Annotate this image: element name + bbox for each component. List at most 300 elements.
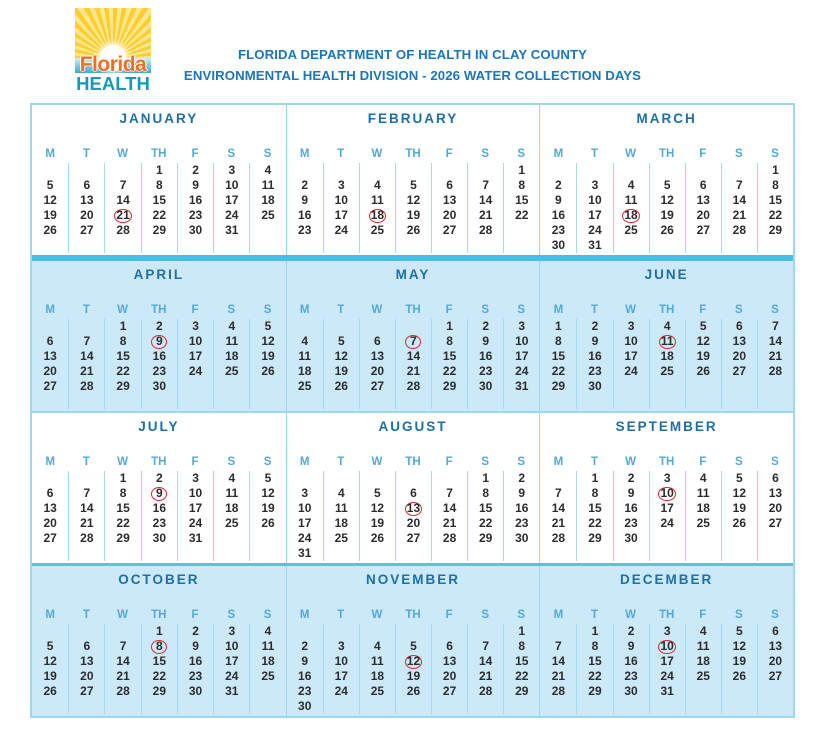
day-cell [685,684,721,699]
day-cell [467,178,503,193]
day-number: 23 [478,364,493,378]
weekday-label: T [590,148,598,160]
day-number: 27 [768,516,783,530]
day-cell [721,394,757,409]
day-cell [576,639,612,654]
day-number: 1 [119,319,127,333]
day-cell [467,238,503,253]
day-number: 5 [663,178,671,192]
collection-day: 18 [624,208,638,222]
day-cell [287,486,323,501]
day-cell [287,699,323,714]
day-number: 5 [264,471,272,485]
day-cell [576,334,612,349]
day-cell [431,684,467,699]
day-number: 11 [298,349,312,363]
day-number: 12 [43,193,57,207]
day-number: 13 [442,654,457,668]
weekday-label: TH [405,304,421,316]
weekday-label: TH [405,148,421,160]
day-cell [540,639,576,654]
day-cell [177,654,213,669]
weekday-label: TH [151,456,167,468]
weekday-label: S [771,148,779,160]
day-number: 12 [732,639,747,653]
month-december [539,566,793,716]
weekday-label: T [337,304,345,316]
day-cell [576,669,612,684]
day-cell [576,516,612,531]
day-cell [177,178,213,193]
day-number: 6 [83,178,91,192]
weekday-label: T [590,456,598,468]
day-number: 18 [370,669,385,683]
day-cell [359,531,395,546]
day-cell [649,471,685,486]
day-cell [540,208,576,223]
day-number: 3 [192,319,199,333]
day-cell [757,178,793,193]
day-number: 29 [588,684,602,698]
day-number: 1 [555,319,562,333]
day-cell [540,379,576,394]
weekday-label: T [82,304,90,316]
day-cell [177,486,213,501]
day-cell [613,238,649,253]
day-number: 19 [261,349,275,363]
day-cell [287,349,323,364]
day-cell [431,223,467,238]
day-cell [104,501,140,516]
day-number: 14 [478,193,493,207]
day-cell [177,394,213,409]
day-cell [540,394,576,409]
day-number: 11 [334,501,348,515]
day-cell [721,178,757,193]
day-number: 2 [301,178,309,192]
month-july [32,413,286,563]
day-cell [649,193,685,208]
day-cell [323,531,359,546]
day-cell [249,319,285,334]
day-cell [287,624,323,639]
day-number: 4 [264,624,272,638]
day-number: 2 [482,319,490,333]
day-number: 29 [152,223,166,237]
day-cell [757,238,793,253]
day-cell [32,334,68,349]
day-cell [104,684,140,699]
day-number: 24 [660,669,674,683]
day-cell [104,178,140,193]
day-number: 21 [80,516,94,530]
day-number: 9 [301,193,309,207]
day-number: 19 [660,208,674,222]
day-cell [32,684,68,699]
day-cell [213,394,249,409]
day-number: 4 [699,624,707,638]
day-cell [503,379,539,394]
day-cell [649,486,685,501]
day-cell [431,208,467,223]
weekday-label: S [263,456,272,468]
day-cell [249,531,285,546]
day-cell [613,349,649,364]
day-cell [431,349,467,364]
day-cell [467,364,503,379]
day-cell [177,684,213,699]
day-number: 6 [736,319,743,333]
day-cell [141,208,177,223]
day-cell [323,684,359,699]
day-cell [649,546,685,561]
day-cell [359,624,395,639]
day-number: 16 [478,349,493,363]
day-number: 13 [696,193,710,207]
day-number: 18 [225,349,239,363]
day-cell [323,501,359,516]
day-cell [359,364,395,379]
day-number: 18 [696,654,710,668]
day-number: 6 [374,334,381,348]
day-number: 1 [155,163,163,177]
day-cell [104,163,140,178]
day-cell [141,486,177,501]
day-number: 10 [188,334,203,348]
day-number: 5 [374,486,381,500]
day-cell [721,379,757,394]
day-cell [613,639,649,654]
day-cell [323,334,359,349]
weekday-header-row [32,148,286,161]
day-number: 23 [551,223,566,237]
day-cell [721,163,757,178]
day-number: 23 [588,364,602,378]
day-cell [685,223,721,238]
day-cell [757,394,793,409]
day-number: 18 [261,193,275,207]
day-cell [68,516,104,531]
day-cell [359,654,395,669]
day-cell [104,193,140,208]
day-number: 11 [371,193,384,207]
day-number: 22 [515,208,529,222]
day-cell [32,163,68,178]
weekday-header-row [287,609,540,622]
day-number: 17 [515,349,529,363]
day-number: 7 [83,334,91,348]
day-number: 13 [43,349,57,363]
day-cell [649,208,685,223]
day-grid [32,319,286,409]
day-cell [576,684,612,699]
day-cell [249,223,285,238]
day-cell [721,364,757,379]
day-cell [721,223,757,238]
day-number: 10 [188,486,203,500]
day-cell [323,223,359,238]
day-number: 13 [768,639,783,653]
day-cell [721,516,757,531]
day-cell [359,319,395,334]
day-cell [104,349,140,364]
day-cell [467,546,503,561]
day-cell [540,364,576,379]
day-cell [721,699,757,714]
day-cell [177,379,213,394]
day-number: 20 [370,364,385,378]
day-number: 12 [732,486,747,500]
day-cell [503,394,539,409]
day-cell [649,223,685,238]
day-cell [32,193,68,208]
day-cell [323,319,359,334]
day-number: 15 [152,193,166,207]
day-number: 16 [188,654,203,668]
day-cell [685,531,721,546]
weekday-label: TH [658,148,675,160]
day-number: 16 [298,208,312,222]
day-cell [576,394,612,409]
day-number: 11 [624,193,638,207]
weekday-label: S [771,456,779,468]
weekday-label: W [117,456,129,468]
day-number: 18 [298,364,312,378]
day-cell [213,624,249,639]
day-cell [721,349,757,364]
month-title: SEPTEMBER [615,419,718,434]
day-number: 26 [43,684,57,698]
day-number: 28 [116,684,130,698]
day-cell [540,624,576,639]
day-cell [613,471,649,486]
weekday-label: F [191,609,199,621]
day-cell [323,193,359,208]
weekday-label: S [517,456,526,468]
day-grid [540,471,793,561]
weekday-label: TH [405,456,421,468]
day-cell [68,163,104,178]
day-cell [613,624,649,639]
day-number: 22 [152,208,166,222]
day-cell [540,669,576,684]
day-cell [287,319,323,334]
weekday-label: S [263,609,272,621]
day-number: 22 [478,516,493,530]
day-cell [213,486,249,501]
day-number: 20 [442,669,457,683]
day-number: 25 [261,208,275,222]
day-number: 17 [660,654,674,668]
day-cell [431,193,467,208]
day-cell [540,319,576,334]
day-number: 9 [192,639,199,653]
day-number: 23 [152,516,166,530]
day-cell [503,208,539,223]
day-cell [395,208,431,223]
day-number: 2 [301,639,309,653]
day-number: 5 [699,319,707,333]
collection-day: 10 [660,486,674,500]
day-number: 14 [80,349,94,363]
day-number: 7 [119,639,127,653]
weekday-label: S [517,148,526,160]
day-cell [323,394,359,409]
day-cell [649,364,685,379]
month-august [286,413,540,563]
day-cell [213,193,249,208]
day-number: 21 [478,669,493,683]
day-number: 1 [119,471,127,485]
day-cell [649,178,685,193]
day-number: 12 [660,193,674,207]
day-number: 26 [406,223,421,237]
day-number: 18 [225,501,239,515]
day-number: 10 [225,639,239,653]
day-cell [685,349,721,364]
day-cell [757,334,793,349]
day-cell [177,364,213,379]
day-number: 15 [515,654,529,668]
day-number: 24 [624,364,638,378]
day-cell [649,639,685,654]
day-cell [685,379,721,394]
day-cell [613,699,649,714]
day-number: 30 [188,684,203,698]
day-number: 14 [116,654,130,668]
day-number: 29 [116,379,130,393]
day-number: 20 [696,208,710,222]
day-number: 10 [588,193,602,207]
weekday-label: TH [405,609,421,621]
day-cell [177,669,213,684]
day-cell [503,163,539,178]
day-number: 7 [119,178,127,192]
day-number: 31 [298,546,312,560]
day-number: 23 [298,223,312,237]
day-cell [685,208,721,223]
day-cell [649,349,685,364]
day-cell [213,379,249,394]
day-number: 13 [768,486,783,500]
day-cell [649,394,685,409]
day-cell [721,684,757,699]
weekday-label: S [481,456,489,468]
day-cell [467,669,503,684]
day-cell [287,208,323,223]
day-number: 3 [663,471,671,485]
day-number: 29 [588,531,602,545]
day-cell [68,624,104,639]
day-cell [757,471,793,486]
day-grid [32,624,286,714]
collection-day: 18 [370,208,385,222]
day-number: 8 [591,486,599,500]
day-cell [576,699,612,714]
day-cell [467,684,503,699]
day-number: 29 [442,379,457,393]
day-cell [323,471,359,486]
day-cell [213,501,249,516]
day-number: 12 [43,654,57,668]
weekday-label: TH [151,609,167,621]
day-number: 20 [80,208,94,222]
weekday-label: F [445,148,453,160]
day-number: 20 [80,669,94,683]
weekday-label: TH [151,148,167,160]
day-number: 4 [337,486,345,500]
day-number: 29 [152,684,166,698]
day-cell [287,669,323,684]
day-cell [177,238,213,253]
day-cell [359,699,395,714]
day-number: 2 [518,471,526,485]
day-number: 12 [261,486,275,500]
day-cell [757,349,793,364]
day-number: 4 [374,639,381,653]
day-cell [141,319,177,334]
day-cell [68,319,104,334]
day-cell [395,319,431,334]
day-number: 25 [225,516,239,530]
day-cell [177,624,213,639]
day-cell [359,639,395,654]
weekday-label: F [191,304,199,316]
day-number: 13 [43,501,57,515]
day-cell [359,334,395,349]
weekday-label: S [227,609,236,621]
day-cell [613,178,649,193]
day-cell [249,624,285,639]
day-cell [467,334,503,349]
day-number: 12 [334,349,348,363]
day-cell [431,669,467,684]
day-number: 28 [80,379,94,393]
day-cell [431,394,467,409]
day-number: 10 [298,501,312,515]
month-january [32,105,286,255]
weekday-header-row [287,304,540,317]
day-number: 22 [588,669,602,683]
day-cell [503,364,539,379]
day-number: 15 [442,349,457,363]
day-cell [68,349,104,364]
weekday-label: F [445,609,453,621]
day-cell [287,501,323,516]
day-cell [757,193,793,208]
day-cell [213,364,249,379]
day-cell [104,394,140,409]
day-cell [576,208,612,223]
day-number: 11 [261,639,275,653]
day-cell [431,163,467,178]
day-cell [249,193,285,208]
day-cell [323,349,359,364]
day-cell [467,471,503,486]
day-number: 28 [116,223,130,237]
day-cell [32,546,68,561]
day-cell [359,223,395,238]
day-cell [213,546,249,561]
day-cell [141,699,177,714]
day-cell [68,223,104,238]
day-cell [395,379,431,394]
day-cell [213,223,249,238]
weekday-header-row [32,609,286,622]
day-number: 19 [334,364,348,378]
day-number: 8 [518,178,526,192]
day-cell [287,639,323,654]
